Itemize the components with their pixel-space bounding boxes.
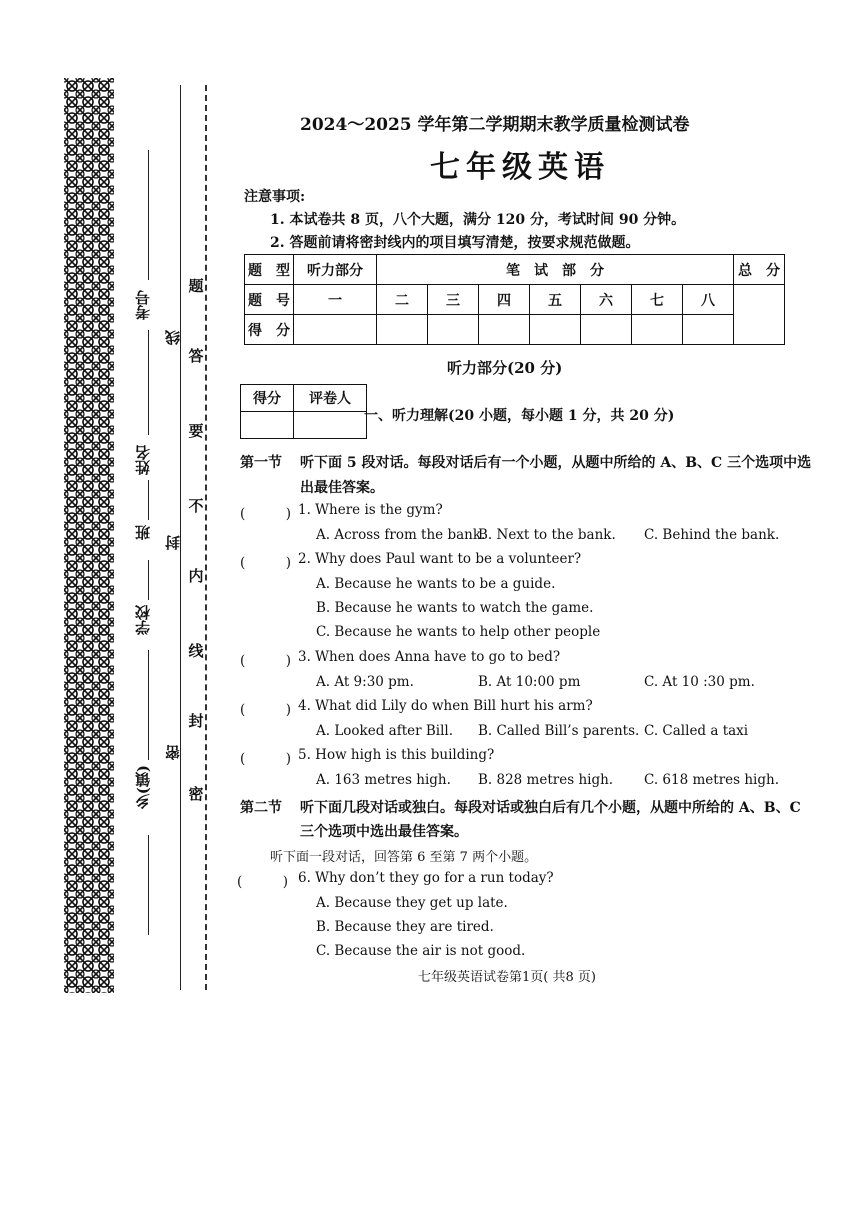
page-footer: 七年级英语试卷第1页( 共8 页) <box>418 970 596 985</box>
question-1-option-a: A. Across from the bank. <box>316 527 486 543</box>
score-table-num: 三 <box>428 285 479 315</box>
section2-instruction: 听下面一段对话，回答第 6 至第 7 两个小题。 <box>270 850 538 865</box>
question-6-paren[interactable]: ( ) <box>237 874 289 890</box>
inner-word-4: 不 <box>188 497 204 515</box>
subject-title: 七年级英语 <box>430 150 610 185</box>
question-4-paren[interactable]: ( ) <box>240 702 292 718</box>
binding-solid-line <box>180 85 181 990</box>
school-line <box>148 560 149 600</box>
question-3-option-a: A. At 9:30 pm. <box>316 674 414 690</box>
question-2-option-c: C. Because he wants to help other people <box>316 624 601 640</box>
score-table-num: 四 <box>479 285 530 315</box>
notice-heading: 注意事项: <box>244 189 306 205</box>
section2-line1: 听下面几段对话或独白。每段对话或独白后有几个小题，从题中所给的 A、B、C <box>300 800 801 816</box>
score-cell[interactable] <box>581 315 632 345</box>
score-table-num: 八 <box>683 285 734 315</box>
town-line-lower <box>148 835 149 935</box>
section2-line2: 三个选项中选出最佳答案。 <box>300 824 468 840</box>
exam-title: 2024～2025 学年第二学期期末教学质量检测试卷 <box>300 115 690 135</box>
exam-no-label: 考号 <box>134 290 152 320</box>
grader-table <box>240 384 367 439</box>
question-6-option-b: B. Because they are tired. <box>316 919 494 935</box>
question-5-option-a: A. 163 metres high. <box>316 772 451 788</box>
exam-no-line <box>148 150 149 280</box>
score-table-num: 一 <box>294 285 377 315</box>
question-4-option-a: A. Looked after Bill. <box>316 723 454 739</box>
class-line <box>148 480 149 520</box>
score-cell[interactable] <box>428 315 479 345</box>
notice-item-2: 2. 答题前请将密封线内的项目填写清楚，按要求规范做题。 <box>270 235 640 251</box>
score-table <box>244 254 785 345</box>
question-2-option-b: B. Because he wants to watch the game. <box>316 600 594 616</box>
question-1-paren[interactable]: ( ) <box>240 506 292 522</box>
decorative-border <box>64 78 114 993</box>
inner-word-1: 题 <box>188 277 204 295</box>
question-4-option-c: C. Called a taxi <box>644 723 749 739</box>
score-table-num: 七 <box>632 285 683 315</box>
question-5-option-b: B. 828 metres high. <box>478 772 614 788</box>
section1-line2: 出最佳答案。 <box>300 480 384 496</box>
question-1-text: 1. Where is the gym? <box>298 502 443 518</box>
seal-word: 封 <box>164 535 182 550</box>
score-cell[interactable] <box>377 315 428 345</box>
inner-word-5: 内 <box>188 567 204 585</box>
score-table-num: 二 <box>377 285 428 315</box>
score-table-type-label: 题 型 <box>245 255 294 285</box>
section1-label: 第一节 <box>240 455 282 471</box>
question-5-paren[interactable]: ( ) <box>240 751 292 767</box>
inner-word-7: 封 <box>188 712 204 730</box>
score-cell[interactable] <box>479 315 530 345</box>
question-5-option-c: C. 618 metres high. <box>644 772 780 788</box>
score-table-num: 五 <box>530 285 581 315</box>
question-6-text: 6. Why don’t they go for a run today? <box>298 870 554 886</box>
score-table-total-label: 总 分 <box>734 255 785 285</box>
question-1-option-c: C. Behind the bank. <box>644 527 780 543</box>
question-2-paren[interactable]: ( ) <box>240 555 292 571</box>
question-6-option-a: A. Because they get up late. <box>316 895 508 911</box>
score-cell[interactable] <box>294 315 377 345</box>
question-5-text: 5. How high is this building? <box>298 747 495 763</box>
question-4-text: 4. What did Lily do when Bill hurt his arm? <box>298 698 593 714</box>
grader-score-cell[interactable] <box>241 412 294 439</box>
town-line <box>148 650 149 760</box>
seal-dense-word: 密 <box>164 745 182 760</box>
question-4-option-b: B. Called Bill’s parents. <box>478 723 640 739</box>
question-3-option-c: C. At 10 :30 pm. <box>644 674 755 690</box>
score-table-score-label: 得 分 <box>245 315 294 345</box>
question-2-text: 2. Why does Paul want to be a volunteer? <box>298 551 582 567</box>
listening-heading: 听力部分(20 分) <box>447 359 563 377</box>
section1-line1: 听下面 5 段对话。每段对话后有一个小题，从题中所给的 A、B、C 三个选项中选 <box>300 455 812 471</box>
score-table-listening: 听力部分 <box>294 255 377 285</box>
score-table-num-label: 题 号 <box>245 285 294 315</box>
question-3-option-b: B. At 10:00 pm <box>478 674 581 690</box>
name-label: 姓名 <box>134 445 152 475</box>
score-table-num: 六 <box>581 285 632 315</box>
name-line <box>148 330 149 435</box>
question-1-option-b: B. Next to the bank. <box>478 527 616 543</box>
binding-dashed-line <box>205 85 207 990</box>
question-3-paren[interactable]: ( ) <box>240 653 292 669</box>
grader-name-label: 评卷人 <box>294 385 367 412</box>
score-table-written: 笔 试 部 分 <box>377 255 734 285</box>
part1-title: 一、听力理解(20 小题，每小题 1 分，共 20 分) <box>364 408 675 424</box>
town-label: 乡(镇) <box>134 765 152 810</box>
seal-line-word: 线 <box>164 330 182 345</box>
question-6-option-c: C. Because the air is not good. <box>316 943 526 959</box>
score-cell[interactable] <box>530 315 581 345</box>
score-table-total-cell[interactable] <box>734 285 785 345</box>
grader-score-label: 得分 <box>241 385 294 412</box>
inner-word-2: 答 <box>188 347 204 365</box>
question-3-text: 3. When does Anna have to go to bed? <box>298 649 561 665</box>
question-2-option-a: A. Because he wants to be a guide. <box>316 576 556 592</box>
grader-name-cell[interactable] <box>294 412 367 439</box>
class-label: 班 <box>134 525 152 540</box>
section2-label: 第二节 <box>240 800 282 816</box>
inner-word-3: 要 <box>188 422 204 440</box>
inner-word-6: 线 <box>188 642 204 660</box>
score-cell[interactable] <box>683 315 734 345</box>
inner-word-8: 密 <box>188 785 204 803</box>
notice-item-1: 1. 本试卷共 8 页，八个大题，满分 120 分，考试时间 90 分钟。 <box>270 212 686 228</box>
school-label: 学校 <box>134 605 152 635</box>
score-cell[interactable] <box>632 315 683 345</box>
